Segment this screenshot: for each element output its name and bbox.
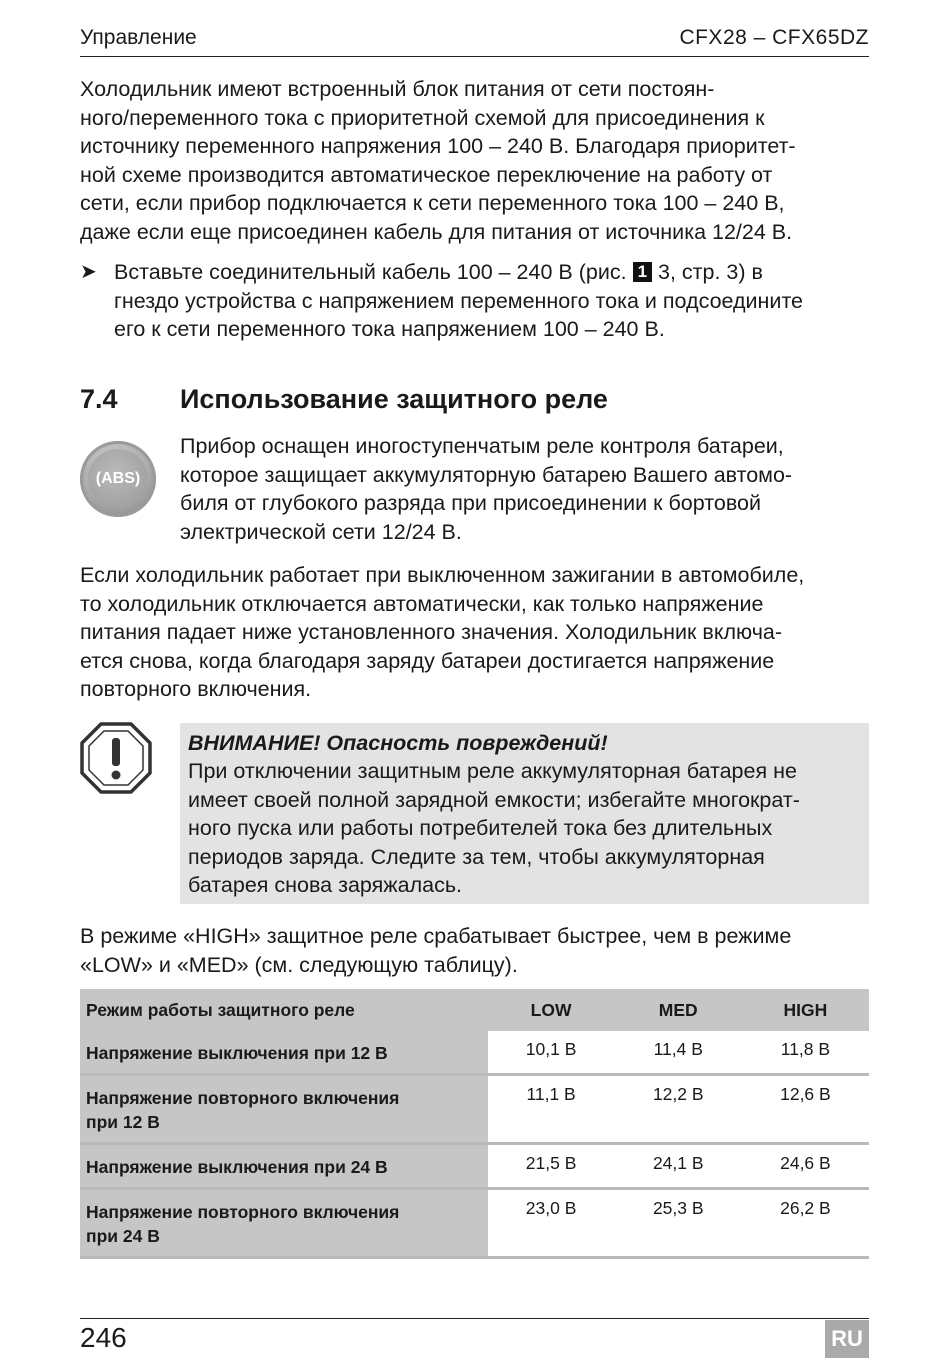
table-cell: 23,0 В	[488, 1189, 615, 1258]
table-row	[80, 1031, 869, 1075]
text-line: ного/переменного тока с приоритетной схемой для присоединения к	[80, 105, 765, 130]
column-header: Режим работы защитного реле	[80, 989, 488, 1031]
table-row	[80, 1189, 869, 1258]
row-label	[80, 1189, 488, 1258]
mode-paragraph	[80, 922, 870, 979]
text-line: которое защищает аккумуляторную батарею Вашего автомо-	[180, 462, 793, 487]
text-line: Холодильник имеют встроенный блок питания от сети постоян-	[80, 77, 715, 101]
text-line: гнездо устройства с напряжением переменного тока и подсоедините	[114, 288, 804, 313]
text-line: сети, если прибор подключается к сети переменного тока 100 – 240 В,	[80, 191, 785, 215]
table-cell: 26,2 В	[742, 1189, 869, 1258]
text-line: Если холодильник работает при выключенном зажигании в автомобиле,	[80, 563, 805, 587]
column-header: LOW	[488, 989, 615, 1031]
row-label	[80, 1031, 488, 1075]
row-label	[80, 1144, 488, 1189]
row-label	[80, 1075, 488, 1144]
text-line: Прибор оснащен иногоступенчатым реле контроля батареи,	[180, 434, 784, 458]
arrow-right-icon: ➤	[80, 261, 97, 283]
warning-text	[188, 757, 868, 900]
warning-octagon-icon	[80, 722, 152, 794]
row-label-line: при 24 В	[86, 1226, 160, 1246]
table-row	[80, 1075, 869, 1144]
table-cell: 12,6 В	[742, 1075, 869, 1144]
table-cell: 25,3 В	[615, 1189, 742, 1258]
table-cell: 24,6 В	[742, 1144, 869, 1189]
intro-paragraph	[80, 75, 870, 246]
text-line: «LOW» и «MED» (см. следующую таблицу).	[80, 952, 518, 977]
row-label-line: при 12 В	[86, 1112, 160, 1132]
table-cell: 11,8 В	[742, 1031, 869, 1075]
relay-table	[80, 989, 869, 1259]
table-cell: 10,1 В	[488, 1031, 615, 1075]
table-header-row	[80, 989, 869, 1031]
column-header: HIGH	[742, 989, 869, 1031]
page-header	[80, 24, 869, 57]
text-line: биля от глубокого разряда при присоединении к бортовой	[180, 491, 761, 515]
section-number: 7.4	[80, 384, 118, 414]
text-line: ного пуска или работы потребителей тока без длительных	[188, 816, 773, 840]
text-line: имеет своей полной зарядной емкости; избегайте многократ-	[188, 787, 800, 812]
text-line: ется снова, когда благодаря заряду батареи достигается напряжение	[80, 648, 775, 673]
abs-paragraph	[180, 432, 870, 546]
table-cell: 21,5 В	[488, 1144, 615, 1189]
text-line: периодов заряда. Следите за тем, чтобы аккумуляторная	[188, 844, 765, 869]
table-cell: 11,1 В	[488, 1075, 615, 1144]
cutoff-paragraph	[80, 561, 870, 704]
column-header: MED	[615, 989, 742, 1031]
text-line: При отключении защитным реле аккумуляторная батарея не	[188, 759, 797, 783]
text-line: электрической сети 12/24 В.	[180, 519, 462, 544]
section-title: Использование защитного реле	[180, 384, 608, 414]
abs-icon	[80, 441, 156, 517]
text-line: повторного включения.	[80, 677, 312, 701]
table-cell: 11,4 В	[615, 1031, 742, 1075]
header-section-title: Управление	[80, 26, 197, 49]
row-label-line: Напряжение выключения при 24 В	[86, 1157, 388, 1177]
instruction-text: 3, стр. 3) в	[658, 260, 763, 284]
text-line: батарея снова заряжалась.	[188, 873, 463, 897]
text-line: его к сети переменного тока напряжением 100 – 240 В.	[114, 317, 665, 341]
row-label-line: Напряжение повторного включения	[86, 1202, 400, 1222]
row-label-line: Напряжение выключения при 12 В	[86, 1043, 388, 1063]
table-cell: 24,1 В	[615, 1144, 742, 1189]
page-number: 246	[80, 1322, 127, 1353]
text-line: ной схеме производится автоматическое переключение на работу от	[80, 162, 773, 187]
warning-box	[180, 723, 869, 904]
text-line: В режиме «HIGH» защитное реле срабатывает быстрее, чем в режиме	[80, 924, 792, 948]
language-badge: RU	[825, 1320, 869, 1358]
table-row	[80, 1144, 869, 1189]
row-label-line: Напряжение повторного включения	[86, 1088, 400, 1108]
abs-icon-label: (ABS)	[88, 449, 148, 509]
instruction-step	[80, 258, 870, 344]
table-cell: 12,2 В	[615, 1075, 742, 1144]
header-model-range: CFX28 – CFX65DZ	[679, 26, 869, 49]
instruction-text: Вставьте соединительный кабель 100 – 240 В (рис.	[114, 260, 627, 284]
text-line: питания падает ниже установленного значения. Холодильник включа-	[80, 620, 783, 644]
text-line: источнику переменного напряжения 100 – 240 В. Благодаря приоритет-	[80, 134, 796, 158]
warning-title: ВНИМАНИЕ! Опасность повреждений!	[188, 731, 608, 755]
text-line: то холодильник отключается автоматически, как только напряжение	[80, 591, 764, 616]
text-line	[114, 258, 870, 287]
text-line: даже если еще присоединен кабель для питания от источника 12/24 В.	[80, 219, 793, 244]
figure-reference-badge: 1	[633, 262, 652, 282]
footer-divider	[80, 1318, 869, 1319]
